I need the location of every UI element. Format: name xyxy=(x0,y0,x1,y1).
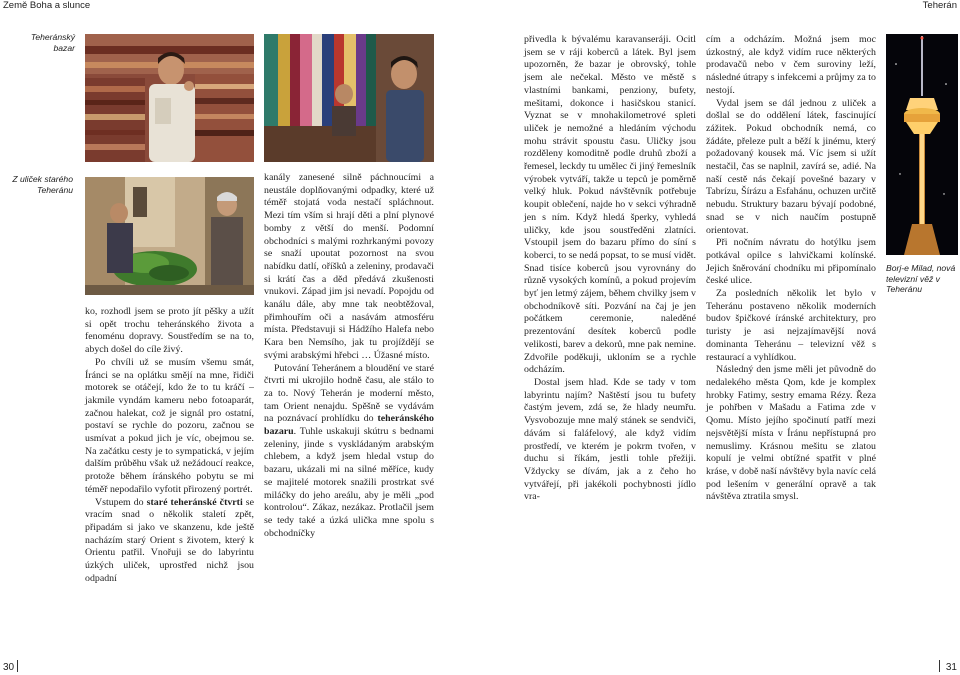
paragraph: Následný den jsme měli jet původně do nedalekého města Qom, kde je komplex hrobky Fatimy, sestry emama Rézy. Řeza je pohřben v Mašadu a Fatima zde v Qomu. Místo jejího spočinutí patří mezi nejsvětější místa v Íránu nepřístupná pro nemuslimy. Krásnou mešitu se zlatou kopulí je velmi obtížné spatřit v plné kráse, v době naší návštěvy byla navíc celá pod lešením v generální opravě a tak návštěva ztratila smysl. xyxy=(706,364,877,503)
paragraph: Dostal jsem hlad. Kde se tady v tom labyrintu najím? Naštěstí jsou tu bufety častým jevem, zdá se, že hlady neumřu. Vysvobozuje mne malý stánek se sendviči, dávám si faláfelový, ale když vidím prostředí, ve kterém je pokrm tvořen, v duchu si říkám, jestli tohle přežiji. Vždycky se dívám, jak a z čeho ho vytvářejí, při jakékoli pochybnosti jídlo vra- xyxy=(524,376,696,503)
caption-tower: Borj-e Milad, nová televizní věž v Teheránu xyxy=(886,263,956,294)
photo-old-alley xyxy=(85,177,254,295)
bold-term: staré teheránské čtvrti xyxy=(146,496,243,508)
page-number-right: 31 xyxy=(945,662,957,673)
text-run: Vstupem do xyxy=(95,496,147,508)
text-column-1 xyxy=(85,306,254,585)
paragraph xyxy=(85,497,254,586)
photo-carpet-seller xyxy=(85,34,254,162)
text-run: . Tuhle uskakuji skútru s bednami zeleniny, jinde s vyskládaným arabským chlebem, a když jsem hledal vstup do bazaru, ukázali mi na silné měříce, kudy se majitelé motorek snažili prostrkat své miláčky do jeho areálu, aby je měli „pod kontrolou“. Zákaz, nezákaz. Protlačil jsem se tedy také a úzká ulička mne spolu s obchodníčky xyxy=(264,426,434,539)
paragraph: kanály zanesené silně páchnoucími a neustále doplňovanými odpadky, které už téměř stojatá voda nestačí spláchnout. Mezi tím vším si hrají děti a plní plynové bomby z větší do menší. Podomní obchodníci s malými rozhrkanými povozy se snaží upoutat pozornost na svou nabídku datlí, oříšků a zeleniny, prodavači si krátí čas a děd předává zkušenosti vnukovi. Západ jim jsi nevadí. Popojdu od kanálu dále, aby mne tak neobtěžoval, přimhouřím oči a nasávám atmosféru místa. Představuji si Hádžího Halefa nebo Kara ben Nemsího, jak tu projíždějí se svými arabskými hřebci … Úžasné místo. xyxy=(264,172,434,361)
paragraph: cím a odcházím. Možná jsem moc úzkostný, ale když vidím ruce některých prodavačů nebo v čem suroviny leží, následné útrapy s infekcemi a průjmy za to nestojí. xyxy=(706,34,876,96)
text-run: se vracím snad o několik staletí zpět, připadám si jako ve skanzenu, kde ještě nacházím starý Orient s životem, který k Orientu patřil. Vnořuji se do labyrintu úzkých uliček, uprostřed nichž jsou odpadní xyxy=(85,496,255,584)
paragraph: Při nočním návratu do hotýlku jsem potkával opilce s lahvičkami kolínské. Jejich šněrování chodníku mi připomínalo české ulice. xyxy=(706,237,876,287)
text-column-4 xyxy=(706,34,876,504)
running-head-left: Země Boha a slunce xyxy=(3,0,91,11)
paragraph: přivedla k bývalému karavanseráji. Ocitl jsem se v ráji koberců a látek. Byl jsem upozorněn, že bazar je obrovský, tohle jsem ale nečekal. Město ve městě s vlastními bankami, penziony, bufety, mešitami, dokonce i hasičskou stanicí. Vyznat se v mnohakilometrové spleti uliček je nemožné a hledáním východu mohu strávit spoustu času. Uličky jsou rozděleny komoditně podle druhů zboží a řemesel, leckdy tu umělec či jiný řemeslník výrobek vytváří, takže u tepců je poměrně velký hluk. Pokud návštěvník potřebuje koupit oblečení, najde ho v sekci výhradně jen s ním. Když hledá šperky, vyhledá uličky, kde jsou soustředěni zlatníci. Vstoupil jsem do bazaru přímo do síní s koberci, to se nedá popsat, to se musí vidět. Snad tisíce koberců jsou vyrovnány do různě vysokých komínů, a pokud projevím byť jen letmý zájem, během chvilky jsem v obchodníkově síti. Pozvání na čaj je jen počátkem ceremonie, naleděné prezentování desítek koberců podle velikosti, barev a dekorů, mne pak nemine. Zdvořile poděkuji, ukloním se a rychle odcházím. xyxy=(524,34,696,376)
text-column-3 xyxy=(524,34,696,504)
paragraph: Za posledních několik let bylo v Teheránu postaveno několik moderních budov špičkové íránské architektury, pro turisty je asi nejzajímavější nová dominanta Teheránu – televizní věž s restaurací a vyhlídkou. xyxy=(706,288,876,363)
bold-term: teheránského bazaru xyxy=(264,413,434,438)
page-number-divider xyxy=(17,660,18,672)
caption-bazaar: Teheránský bazar xyxy=(30,32,75,53)
text-column-2 xyxy=(264,172,434,540)
page-number-left: 30 xyxy=(3,662,15,673)
running-head-right: Teherán xyxy=(922,0,957,11)
paragraph: Vydal jsem se dál jednou z uliček a došlal se do oddělení látek, fascinující zážitek. Pokud obchodník nemá, co žádáte, přeleze pult a běží k jinému, který požadovaný kousek má. Víc jsem si užít nestačil, čas se naplnil, zavírá se, adié. Na naší cestě nás čekají povešné bazary v Tabrízu, Šírázu a Esfahánu, ochuzen určitě nebudu. Struktury bazaru bývají podobné, snad se v nich naučím postupně orientovat. xyxy=(706,97,876,236)
photo-milad-tower xyxy=(886,34,958,255)
paragraph: ko, rozhodl jsem se proto jít pěšky a užít si opět trochu teheránského života a fenoménu dopravy. Soustředím se na to, abych došel do cíle živý. xyxy=(85,306,254,356)
photo-fabric-shop xyxy=(264,34,434,162)
caption-alleys: Z uliček starého Teheránu xyxy=(12,174,73,195)
paragraph xyxy=(264,363,434,541)
page-number-divider xyxy=(939,660,940,672)
paragraph: Po chvíli už se musím všemu smát, Íránci se na oplátku smějí na mne, řidiči motorek se otáčejí, kdo že to tu kráčí – jakmile vyndám kameru nebo fotoaparát, začnou halekat, což je signál pro ostatní, postaví se rychle do pozoru, začnou se usmívat a pokud jich je víc, obejmou se. Na začátku cesty je to sympatická, v jejím dalším průběhu však už nežádoucí reakce, protože během íránského pobytu se mi téměř nepodařilo vyfotit přirozený portrét. xyxy=(85,356,254,495)
text-run: Putování Teheránem a bloudění ve staré čtvrti mi ukrojilo hodně času, ale stálo to za to. Nový Teherán je moderní město, tam Orient nenajdu. Spěšně se vydávám na poznávací prohlídku do xyxy=(264,362,434,425)
